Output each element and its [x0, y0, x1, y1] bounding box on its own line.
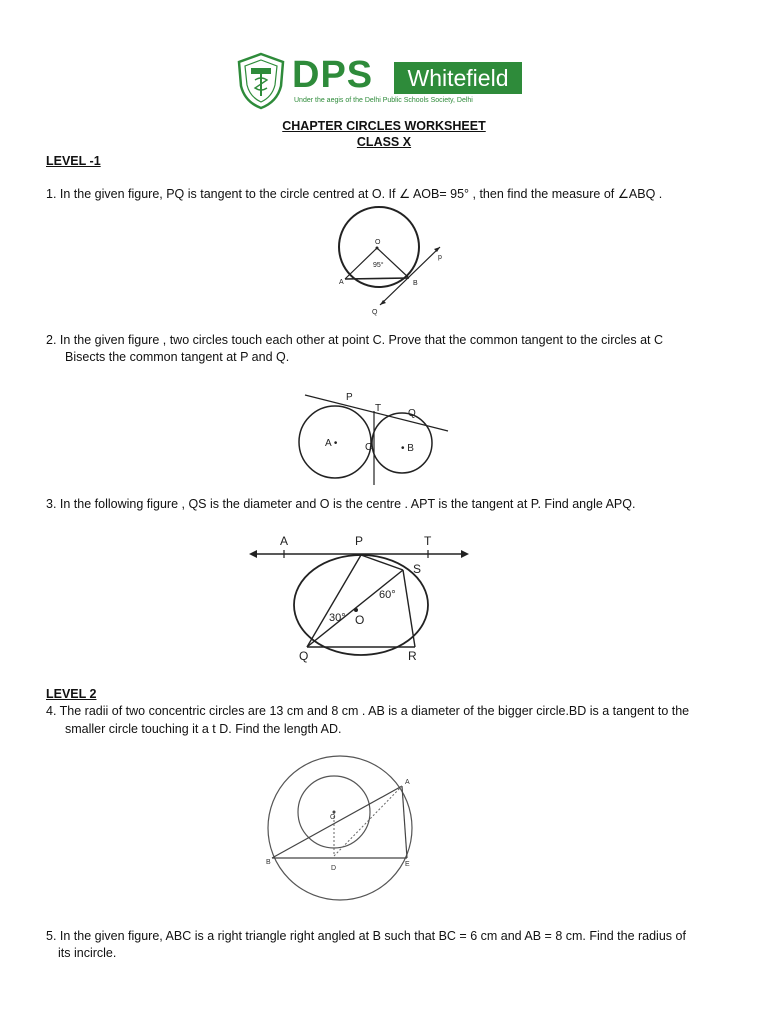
- fig3-label-30: 30°: [329, 612, 346, 624]
- question-2-line1: 2. In the given figure , two circles touch each other at point C. Prove that the common tangent to the circles at C: [46, 333, 663, 347]
- question-4-line2: smaller circle touching it a t D. Find the length AD.: [65, 722, 342, 736]
- fig3-label-a: A: [280, 534, 289, 548]
- fig4-label-b: B: [266, 859, 271, 866]
- fig2-label-c: C: [365, 442, 373, 453]
- fig1-label-angle: 95°: [373, 262, 384, 269]
- fig3-label-q: Q: [299, 649, 309, 663]
- fig1-label-q: Q: [372, 309, 378, 316]
- level2-heading: LEVEL 2: [46, 687, 97, 701]
- fig3-label-60: 60°: [379, 589, 396, 601]
- question-5-line1: 5. In the given figure, ABC is a right triangle right angled at B such that BC = 6 cm and AB = 8 cm. Find the radius of: [46, 929, 686, 943]
- fig3-label-t: T: [424, 534, 432, 548]
- fig2-label-p: P: [346, 392, 353, 403]
- fig1-label-b: B: [413, 280, 418, 287]
- worksheet-class: CLASS X: [356, 135, 412, 149]
- worksheet-title: CHAPTER CIRCLES WORKSHEET: [282, 119, 486, 133]
- fig4-label-d: D: [331, 865, 337, 872]
- fig4-label-a: A: [405, 779, 410, 786]
- school-name-badge: [394, 62, 522, 94]
- logo-letters: DPS: [292, 54, 374, 96]
- level1-heading: LEVEL -1: [46, 154, 101, 168]
- fig3-label-r: R: [408, 649, 417, 663]
- fig3-label-o: O: [355, 613, 365, 627]
- figure-4: [262, 748, 442, 908]
- header: [230, 52, 530, 112]
- fig1-label-a: A: [339, 279, 344, 286]
- fig2-label-q: Q: [408, 408, 416, 419]
- question-2-line2: Bisects the common tangent at P and Q.: [65, 350, 290, 364]
- question-5-line2: its incircle.: [58, 946, 117, 960]
- fig3-label-s: S: [413, 562, 422, 576]
- question-4-line1: 4. The radii of two concentric circles are 13 cm and 8 cm . AB is a diameter of the bigger circle.BD is a tangent to the: [46, 704, 690, 718]
- fig1-label-p: p: [438, 254, 442, 261]
- figure-3: [245, 525, 475, 665]
- school-tagline: Under the aegis of the Delhi Public Schools Society, Delhi: [294, 97, 473, 104]
- fig2-label-b: • B: [401, 443, 414, 454]
- school-name: Whitefield: [407, 65, 509, 91]
- fig3-label-p: P: [355, 534, 364, 548]
- question-1: 1. In the given figure, PQ is tangent to the circle centred at O. If ∠ AOB= 95° , then find the measure of ∠ABQ .: [46, 187, 663, 201]
- school-crest-icon: [235, 52, 287, 110]
- fig1-label-o: O: [375, 239, 381, 246]
- fig4-label-e: E: [405, 861, 410, 868]
- figure-1: [330, 205, 450, 315]
- question-3: 3. In the following figure , QS is the diameter and O is the centre . APT is the tangent at P. Find angle APQ.: [46, 497, 636, 511]
- fig4-label-o: O: [330, 814, 336, 821]
- figure-2: [295, 387, 455, 487]
- fig2-label-a: A •: [325, 438, 338, 449]
- fig2-label-t: T: [375, 403, 382, 414]
